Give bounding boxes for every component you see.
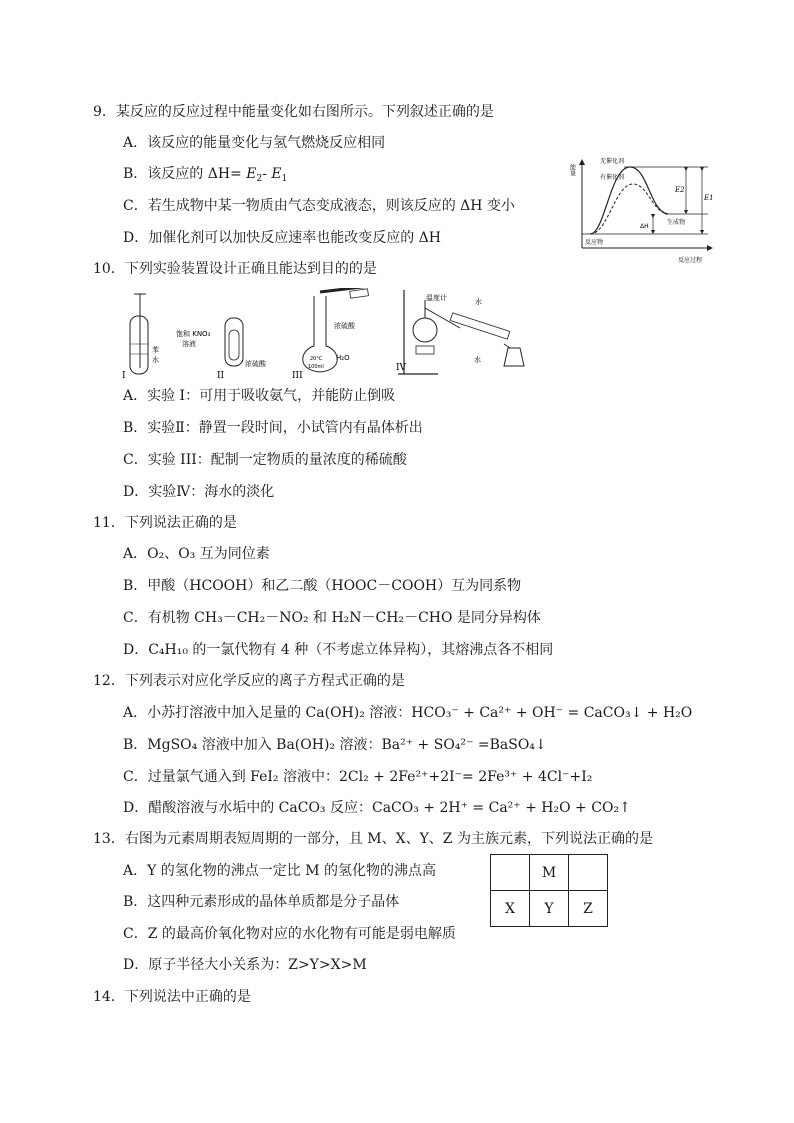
q11-option-a: A．O₂、O₃ 互为同位素: [123, 546, 270, 562]
apparatus-i: [122, 294, 159, 381]
x-axis-label: 反应过程: [678, 257, 703, 264]
periodic-table-fragment: [490, 854, 608, 927]
q13-option-a: A．Y 的氢化物的沸点一定比 M 的氢化物的沸点高: [123, 863, 437, 879]
q11-option-b: B．甲酸（HCOOH）和乙二酸（HOOC－COOH）互为同系物: [123, 578, 522, 594]
q14-stem: 14．下列说法中正确的是: [93, 989, 251, 1005]
label-e1: E1: [704, 194, 714, 202]
q11-option-d: D．C₄H₁₀ 的一氯代物有 4 种（不考虑立体异构），其熔沸点各不相同: [123, 642, 554, 658]
label-catalyst: 有催化剂: [600, 174, 625, 181]
q9-option-b: B．该反应的 $\Delta H= E_2-$ $E_1$: [123, 166, 288, 184]
cell-x: X: [491, 891, 530, 927]
q10-option-c: C．实验 III：配制一定物质的量浓度的稀硫酸: [123, 452, 407, 468]
label-temp: 20°C: [310, 356, 323, 362]
q13-option-c: C．Z 的最高价氧化物对应的水化物有可能是弱电解质: [123, 926, 456, 942]
apparatus-ii: [176, 318, 267, 381]
y-axis-label: 能量: [568, 164, 576, 176]
q9-option-a: A．该反应的能量变化与氢气燃烧反应相同: [123, 135, 386, 151]
q12-option-c: C．过量氯气通入到 FeI₂ 溶液中：2Cl₂ + 2Fe²⁺+2I⁻= 2Fe³⁺ + 4Cl⁻+I₂: [123, 769, 593, 785]
q9-option-c: C．若生成物中某一物质由气态变成液态，则该反应的 ΔH 变小: [123, 198, 515, 214]
label-benzene: 苯: [152, 346, 159, 354]
label-conc-h2so4: 浓硫酸: [334, 322, 355, 330]
label-water-in: 水: [475, 298, 482, 306]
q9-option-d: D．加催化剂可以加快反应速率也能改变反应的 ΔH: [123, 230, 441, 246]
curve-catalyst: [590, 184, 668, 234]
label-kno3: 饱和 KNO₃: [176, 330, 211, 338]
cell-empty: [569, 855, 608, 891]
apparatus-iv: [396, 290, 524, 374]
label-iv: IV: [396, 363, 407, 373]
label-h2o: H₂O: [336, 354, 350, 362]
q12-option-d: D．醋酸溶液与水垢中的 CaCO₃ 反应：CaCO₃ + 2H⁺ = Ca²⁺ + H₂O + CO₂↑: [123, 800, 631, 816]
apparatus-figure: [120, 288, 540, 382]
cell-m: M: [530, 855, 569, 891]
q11-option-c: C．有机物 CH₃－CH₂－NO₂ 和 H₂N－CH₂－CHO 是同分异构体: [123, 610, 541, 626]
q12-option-b: B．MgSO₄ 溶液中加入 Ba(OH)₂ 溶液：Ba²⁺ + SO₄²⁻ =BaSO₄↓: [123, 737, 547, 753]
label-i: I: [122, 371, 126, 381]
label-h2so4: 浓硫酸: [245, 360, 266, 368]
cell-y: Y: [530, 891, 569, 927]
q10-option-a: A．实验 I：可用于吸收氨气，并能防止倒吸: [123, 388, 396, 404]
apparatus-iii: [292, 288, 370, 381]
label-e2: E2: [675, 186, 685, 194]
q12-stem: 12．下列表示对应化学反应的离子方程式正确的是: [93, 673, 405, 689]
label-volume: 100ml: [308, 364, 324, 370]
label-water-out: 水: [474, 356, 481, 364]
q13-option-b: B．这四种元素形成的晶体单质都是分子晶体: [123, 894, 400, 910]
label-reactant: 反应物: [585, 239, 604, 246]
label-thermometer: 温度计: [426, 294, 447, 302]
label-delta-h: ΔH: [640, 223, 649, 230]
q9-stem: 9．某反应的反应过程中能量变化如右图所示。下列叙述正确的是: [93, 104, 494, 120]
q12-option-a: A．小苏打溶液中加入足量的 Ca(OH)₂ 溶液：HCO₃⁻ + Ca²⁺ + OH⁻ = CaCO₃↓ + H₂O: [123, 705, 693, 721]
label-water: 水: [152, 356, 159, 364]
q11-stem: 11．下列说法正确的是: [93, 515, 237, 531]
q13-stem: 13．右图为元素周期表短周期的一部分，且 M、X、Y、Z 为主族元素，下列说法正确的是: [93, 831, 653, 847]
q10-option-b: B．实验Ⅱ：静置一段时间，小试管内有晶体析出: [123, 420, 423, 436]
label-iii: III: [292, 371, 303, 381]
label-ii: II: [217, 371, 225, 381]
energy-diagram: [560, 152, 720, 264]
label-no-catalyst: 无催化剂: [600, 158, 625, 165]
cell-z: Z: [569, 891, 608, 927]
label-product: 生成物: [667, 219, 686, 226]
cell-empty: [491, 855, 530, 891]
q10-option-d: D．实验Ⅳ：海水的淡化: [123, 484, 275, 500]
q13-option-d: D．原子半径大小关系为：Z>Y>X>M: [123, 957, 367, 973]
label-solution: 溶液: [182, 340, 196, 348]
q10-stem: 10．下列实验装置设计正确且能达到目的的是: [93, 261, 377, 277]
